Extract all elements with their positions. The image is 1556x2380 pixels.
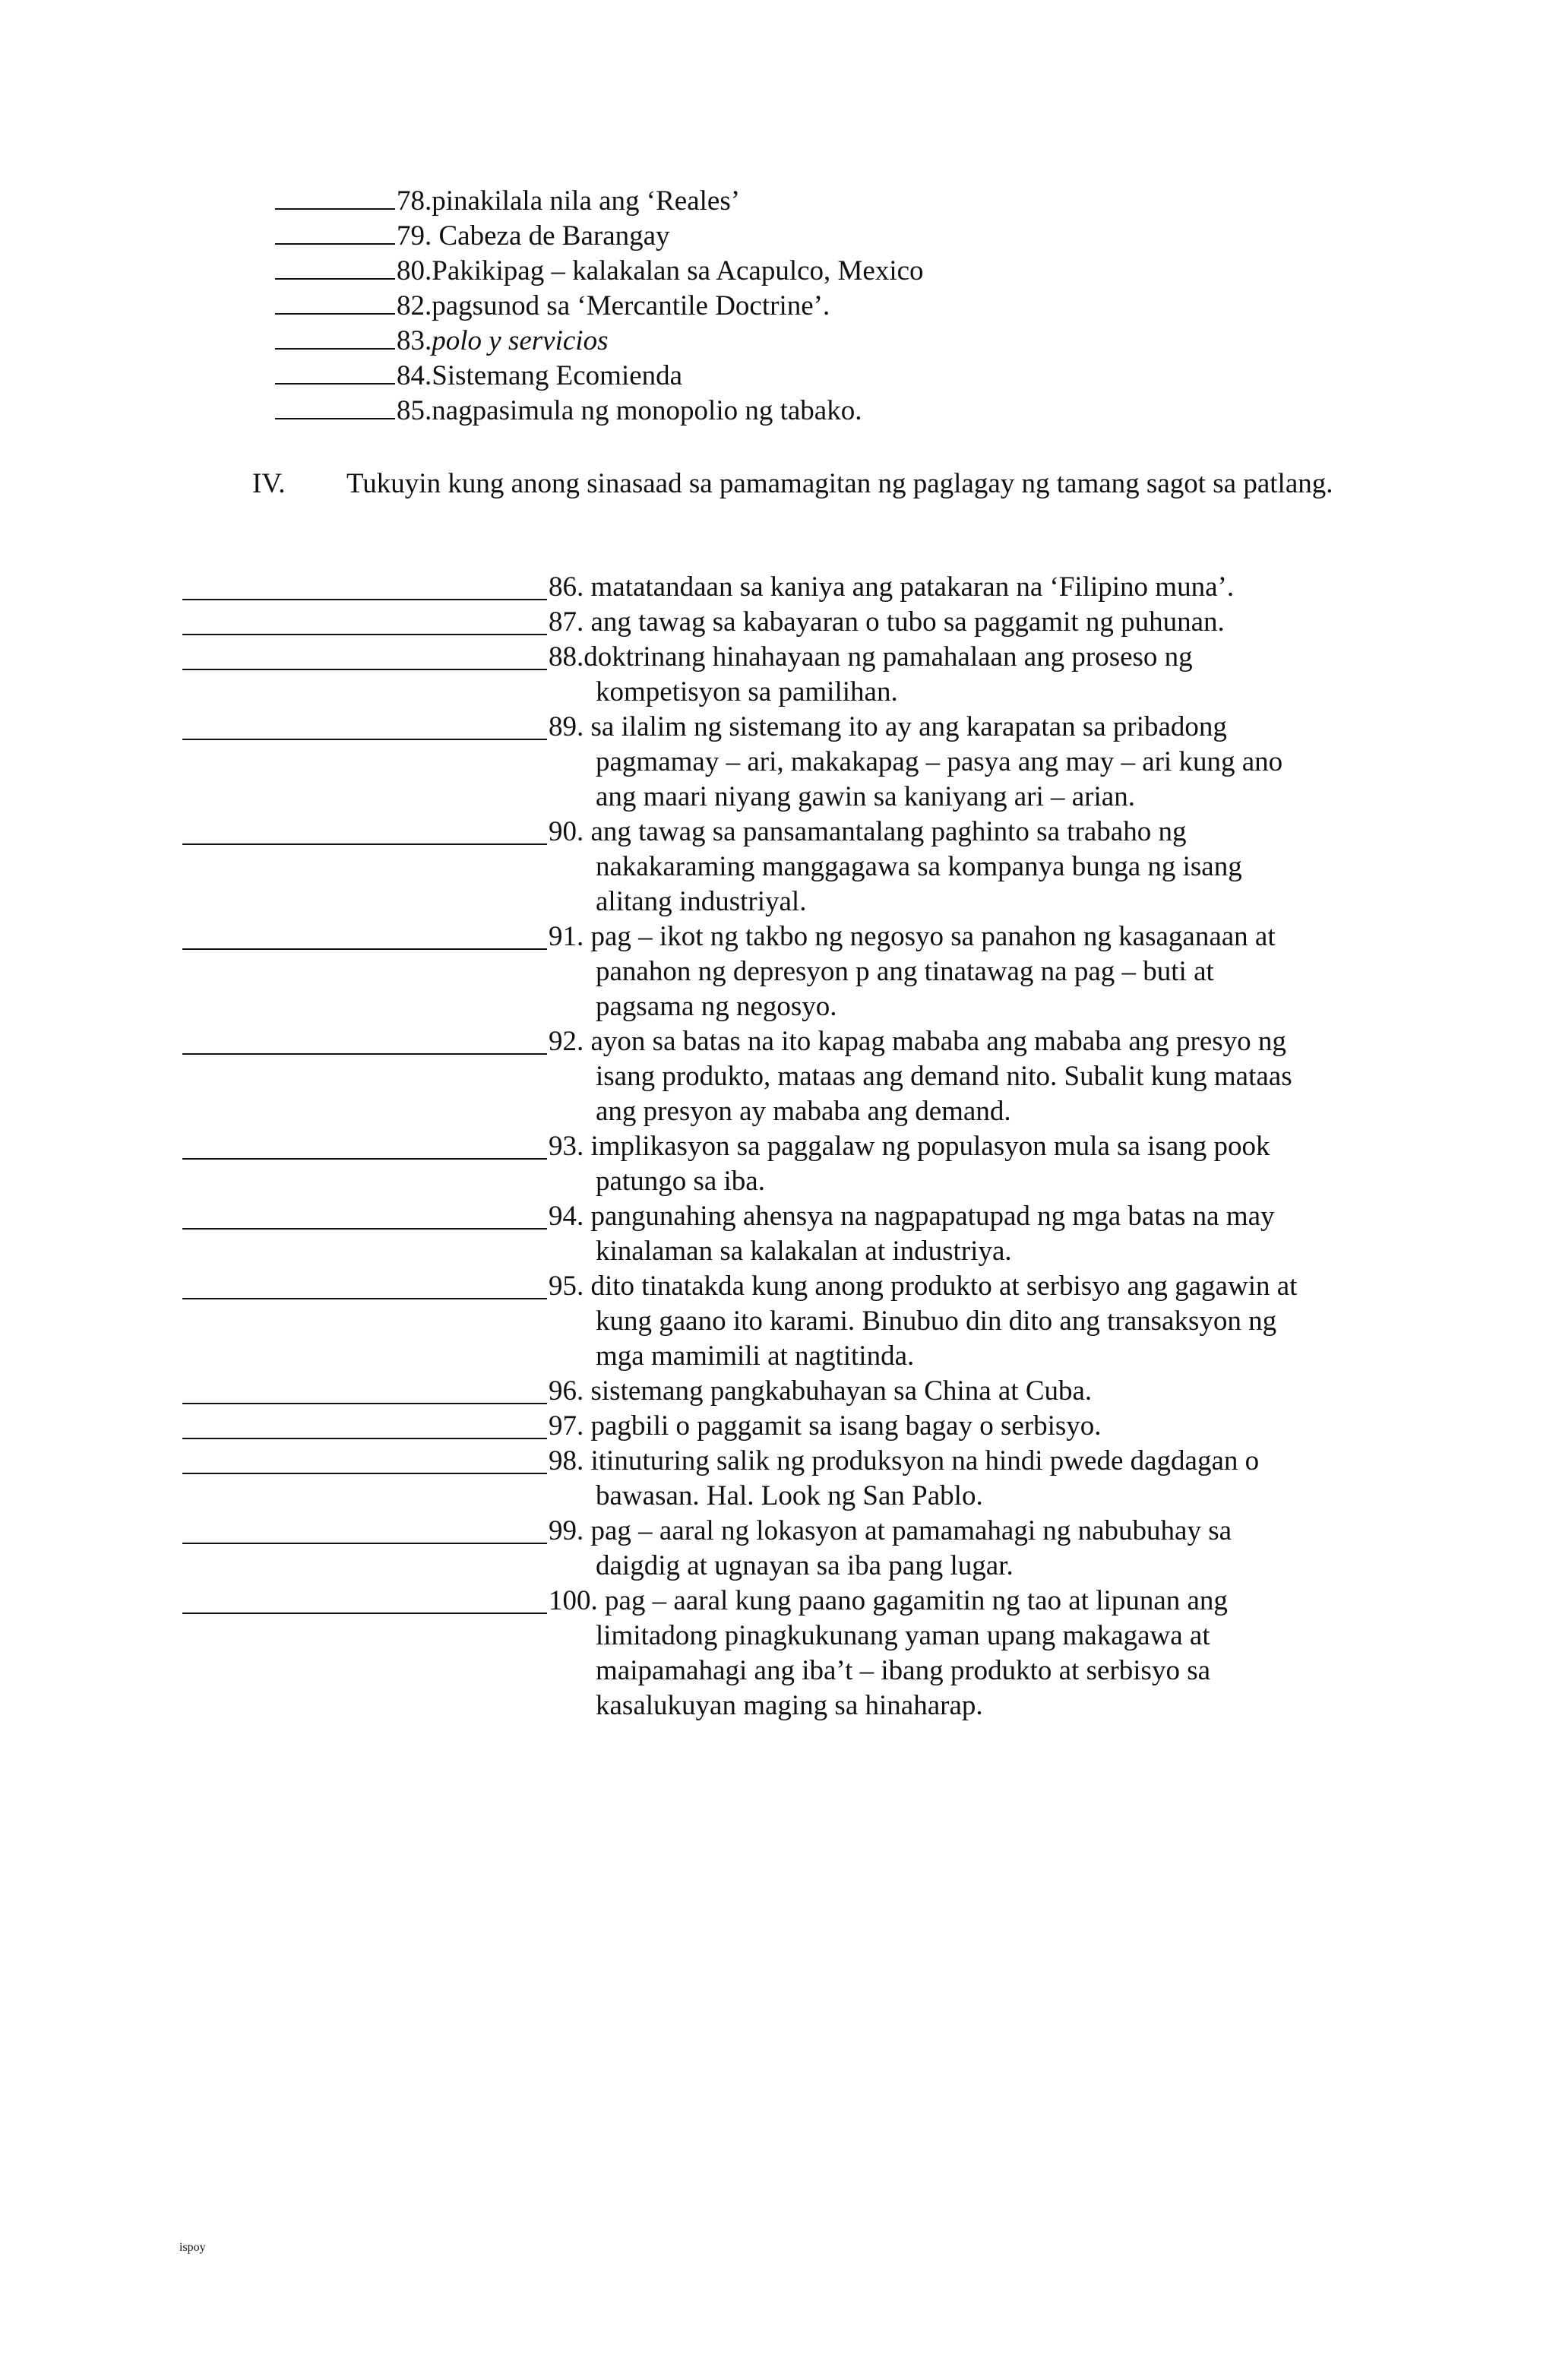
question-text-continued: pagsama ng negosyo. [596, 991, 837, 1022]
question-item [182, 1514, 1398, 1584]
question-text: 86. matatandaan sa kaniya ang patakaran na ‘Filipino muna’. [549, 571, 1235, 603]
answer-blank[interactable] [275, 321, 395, 350]
answer-blank[interactable] [182, 1024, 547, 1055]
question-item [182, 1444, 1398, 1514]
question-text: 99. pag – aaral ng lokasyon at pamamahagi ng nabubuhay sa [549, 1515, 1232, 1546]
question-text-continued: kung gaano ito karami. Binubuo din dito ang transaksyon ng [596, 1306, 1277, 1337]
question-text: 88.doktrinang hinahayaan ng pamahalaan ang proseso ng [549, 641, 1193, 673]
question-text-continued: alitang industriyal. [596, 886, 807, 917]
question-text-continued: bawasan. Hal. Look ng San Pablo. [596, 1480, 983, 1511]
question-text: 94. pangunahing ahensya na nagpapatupad ng mga batas na may [549, 1201, 1275, 1232]
section-number: IV. [252, 468, 286, 499]
question-text: 95. dito tinatakda kung anong produkto at serbisyo ang gagawin at [549, 1271, 1298, 1302]
answer-blank[interactable] [182, 570, 547, 600]
item-text: Sistemang Ecomienda [432, 360, 683, 391]
question-text: 97. pagbili o paggamit sa isang bagay o serbisyo. [549, 1410, 1102, 1442]
short-answer-list [275, 181, 924, 426]
answer-blank[interactable] [182, 1584, 547, 1614]
question-item [182, 1374, 1398, 1409]
answer-blank[interactable] [275, 216, 395, 245]
answer-blank[interactable] [275, 356, 395, 385]
item-text: pagsunod sa ‘Mercantile Doctrine’. [432, 290, 830, 321]
answer-blank[interactable] [275, 251, 395, 280]
answer-blank[interactable] [182, 1514, 547, 1544]
item-number: 79. [397, 220, 439, 252]
item-text: Pakikipag – kalakalan sa Acapulco, Mexico [432, 255, 924, 286]
short-answer-item [275, 321, 924, 356]
item-number: 80. [397, 255, 432, 286]
answer-blank[interactable] [182, 1199, 547, 1230]
question-text-continued: daigdig at ugnayan sa iba pang lugar. [596, 1550, 1014, 1581]
answer-blank[interactable] [182, 605, 547, 635]
question-list [182, 570, 1398, 1723]
short-answer-item [275, 216, 924, 251]
question-text: 96. sistemang pangkabuhayan sa China at Cuba. [549, 1375, 1093, 1407]
question-text: 90. ang tawag sa pansamantalang paghinto sa trabaho ng [549, 816, 1187, 847]
item-text: nagpasimula ng monopolio ng tabako. [432, 395, 862, 426]
answer-blank[interactable] [182, 640, 547, 670]
question-text-continued: pagmamay – ari, makakapag – pasya ang may – ari kung ano [596, 746, 1283, 777]
item-text: polo y servicios [432, 325, 609, 356]
question-item [182, 1269, 1398, 1374]
question-text: 98. itinuturing salik ng produksyon na hindi pwede dagdagan o [549, 1445, 1260, 1476]
question-item [182, 570, 1398, 605]
question-text-continued: ang presyon ay mababa ang demand. [596, 1096, 1011, 1127]
question-item [182, 1129, 1398, 1199]
question-text-continued: limitadong pinagkukunang yaman upang makagawa at [596, 1620, 1210, 1651]
question-text-continued: panahon ng depresyon p ang tinatawag na pag – buti at [596, 956, 1214, 987]
question-text: 89. sa ilalim ng sistemang ito ay ang karapatan sa pribadong [549, 711, 1227, 742]
short-answer-item [275, 286, 924, 321]
item-number: 85. [397, 395, 432, 426]
question-item [182, 640, 1398, 710]
answer-blank[interactable] [275, 181, 395, 210]
question-text: 92. ayon sa batas na ito kapag mababa ang mababa ang presyo ng [549, 1026, 1286, 1057]
question-item [182, 919, 1398, 1024]
answer-blank[interactable] [275, 286, 395, 315]
question-item [182, 1199, 1398, 1269]
question-text-continued: nakakaraming manggagawa sa kompanya bunga ng isang [596, 851, 1242, 882]
short-answer-item [275, 181, 924, 216]
item-text: Cabeza de Barangay [438, 220, 670, 252]
question-item [182, 1409, 1398, 1444]
question-text-continued: isang produkto, mataas ang demand nito. Subalit kung mataas [596, 1061, 1292, 1092]
answer-blank[interactable] [182, 1269, 547, 1299]
question-text: 100. pag – aaral kung paano gagamitin ng tao at lipunan ang [549, 1585, 1228, 1616]
question-item [182, 1584, 1398, 1723]
answer-blank[interactable] [182, 1129, 547, 1160]
short-answer-item [275, 251, 924, 286]
question-text-continued: patungo sa iba. [596, 1166, 765, 1197]
question-item [182, 1024, 1398, 1129]
footer-text: ispoy [179, 2241, 206, 2254]
answer-blank[interactable] [182, 919, 547, 950]
question-text-continued: ang maari niyang gawin sa kaniyang ari – arian. [596, 781, 1135, 812]
question-item [182, 605, 1398, 640]
item-text: pinakilala nila ang ‘Reales’ [432, 185, 741, 217]
item-number: 82. [397, 290, 432, 321]
item-number: 84. [397, 360, 432, 391]
item-number: 83. [397, 325, 432, 356]
short-answer-item [275, 356, 924, 391]
item-number: 78. [397, 185, 432, 217]
question-text-continued: mga mamimili at nagtitinda. [596, 1340, 915, 1372]
short-answer-item [275, 391, 924, 426]
section-instruction: Tukuyin kung anong sinasaad sa pamamagitan ng paglagay ng tamang sagot sa patlang. [346, 468, 1333, 499]
question-text: 87. ang tawag sa kabayaran o tubo sa paggamit ng puhunan. [549, 606, 1225, 638]
question-text-continued: kinalaman sa kalakalan at industriya. [596, 1236, 1012, 1267]
answer-blank[interactable] [275, 391, 395, 419]
question-item [182, 815, 1398, 919]
question-text-continued: kompetisyon sa pamilihan. [596, 676, 898, 707]
answer-blank[interactable] [182, 710, 547, 740]
question-text-continued: kasalukuyan maging sa hinaharap. [596, 1690, 983, 1721]
answer-blank[interactable] [182, 815, 547, 845]
question-item [182, 710, 1398, 815]
question-text: 91. pag – ikot ng takbo ng negosyo sa panahon ng kasaganaan at [549, 921, 1276, 952]
question-text-continued: maipamahagi ang iba’t – ibang produkto at serbisyo sa [596, 1655, 1211, 1686]
answer-blank[interactable] [182, 1409, 547, 1439]
answer-blank[interactable] [182, 1444, 547, 1474]
answer-blank[interactable] [182, 1374, 547, 1404]
question-text: 93. implikasyon sa paggalaw ng populasyon mula sa isang pook [549, 1131, 1270, 1162]
